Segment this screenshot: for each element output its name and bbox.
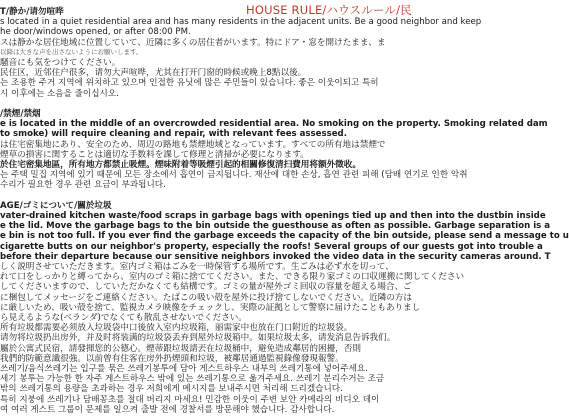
- rule-text-line: しく説明させていただきます。室内ゴミ箱はごみを一時保管する場所です。生ごみは必ず水を切って、: [0, 262, 394, 272]
- rule-text-line: vater-drained kitchen waste/food scraps in garbage bags with openings tied up and then into the dustbin inside: [0, 211, 546, 221]
- rule-text-line: 请勿将垃圾扔出房外，并及时将装满的垃圾袋丢弃到屋外垃圾箱中。如果垃圾太多，请发消息告诉我们。: [0, 333, 396, 344]
- rule-text-line: cigarette butts on our neighbor's property, especially the roofs! Several groups of our guests got into trouble a: [0, 241, 543, 252]
- rule-text-line: に厳しいため、吸い殻を捨て、監視カメラ映像をチェックし、実際の証拠として警察に届けたこともありまし: [0, 302, 421, 313]
- rule-text-line: 밖의 쓰레기통의 용량을 초과하는 경우 저희에게 메시지를 보내주시면 처리해 드리겠습니다.: [0, 384, 343, 395]
- rule-text-line: 煙草の損害に関することは適切な手数料を課して修理と清掃が必要になります。: [0, 149, 309, 160]
- rule-text-line: e is located in the middle of an overcrowded residential area. No smoking on the property. Smoking related dam: [0, 119, 548, 130]
- rule-text-line: 는 조용한 주거 지역에 위치하고 있으며 인접한 유닛에 많은 주민들이 있습니다. 좋은 이웃이되고 특히: [0, 78, 379, 89]
- rule-text-line: s located in a quiet residential area and has many residents in the adjacent units. Be a good neighbor and keep: [0, 17, 482, 28]
- page-title: HOUSE RULE/ハウスルール/民: [246, 3, 412, 17]
- rule-text-line: 특히 지붕에 쓰레기나 담배꽁초를 절대 버리지 마세요! 민감한 이웃이 주변 보안 카메라의 비디오 데이: [0, 394, 380, 405]
- section-heading: AGE/ゴミについて/關於垃圾: [0, 200, 112, 211]
- rule-text-line: 所有垃圾都需要必须放入垃圾袋中口後放入室内垃圾箱，丽需家中也放在门口附近的垃圾袋。: [0, 323, 353, 334]
- rule-text-line: してくださいますので、していただかなくても結構です。ゴミの量が屋外ゴミ回収の容量を超える場合、ご: [0, 282, 412, 293]
- rule-text-line: 騒音にも気をつけてください。: [0, 58, 121, 68]
- rule-text-line: 쓰레기/음식쓰레기는 입구를 묶은 쓰레기봉투에 담아 게스트하우스 내부의 쓰레기통에 넣어주세요.: [0, 364, 368, 374]
- rule-text-line: e bin is not too full. If you ever find the garbage exceeds the capacity of the bin outside, please send a message to u: [0, 231, 569, 242]
- rule-text-line: before their departure because our sensitive neighbors invoked the video data in the security cameras around. T: [0, 251, 551, 262]
- section-heading: T/静か/请勿喧哗: [0, 7, 64, 17]
- rule-text-line: れて口をしっかりと縛ってから、室内のゴミ箱に捨ててください。また、できる限り家ゴミの口収運搬に関してください: [0, 272, 465, 283]
- rule-text-line: 屬於公寓式民宿，請發揮您的公德心。煙蒂跟垃圾請丟在垃圾桶中，避免造成鄰居的困擾，否則: [0, 343, 361, 354]
- section-heading: /禁煙/禁烟: [0, 109, 41, 119]
- rule-text-line: スは静かな居住地域に位置していて、近隣に多くの居住者がいます。特にドア・窓を開けたまま、ま: [0, 37, 386, 48]
- rule-text-line: 於住宅密集地區，所有地方都禁止吸煙。煙味附着等吸煙引起的相關修復清扫費用将额外徵收。: [0, 160, 361, 170]
- rule-text-line: 세기 봉투는 가능한 한 자주 게스트하우스 밖에 있는 쓰레기통으로 옮겨주세요. 쓰레기 분리수거는 조금: [0, 374, 385, 385]
- rule-text-line: 여 여러 게스트 그룹이 문제를 일으켜 출발 전에 경찰서를 방문해야 했습니다. 감사합니다.: [0, 404, 335, 415]
- rule-text-line: 시 이후에는 소음을 줄이십시오.: [0, 88, 119, 99]
- rule-text-line: 我們的防範意識很強。以前曾有住客在房外扔煙頭和垃圾，被鄰居通過監視錄像發現報警。: [0, 353, 344, 364]
- rule-text-line: e the lid. Move the garbage bags to the bin outside the guesthouse as often as possible. Garbage separation is a: [0, 221, 551, 232]
- rule-text-line: に梱包してメッセージをご連絡ください。たばこの吸い殻を屋外に投げ捨てしないでください。近隣の方は: [0, 292, 412, 303]
- rule-text-line: は住宅密集地にあり、安全のため、周辺の路地も禁煙地域となっています。すべての所有地は禁煙で: [0, 139, 386, 150]
- rule-text-line: ら見えるような(ベランダ)でなくても散乱させないでください。: [0, 313, 247, 323]
- rule-text-line: he door/windows opened, or after 08:00 PM.: [0, 27, 191, 38]
- rule-text-line: 수리가 필요한 경우 관련 요금이 부과됩니다.: [0, 180, 166, 191]
- rule-text-line: 以降は大きな声を出さないようにお願いします。: [0, 47, 143, 56]
- rule-text-line: to smoke) will require cleaning and repair, with relevant fees assessed.: [0, 129, 347, 140]
- rule-text-line: 民住区，近邻住户很多，请勿大声喧哗，尤其在打开门窗的時候或晚上8點以後。: [0, 68, 307, 79]
- rule-text-line: 는 주택 밀집 지역에 있기 때문에 모든 장소에서 흡연이 금지됩니다. 재산에 대한 손상, 흡연 관련 피해 (담배 연기로 인한 악취: [0, 170, 468, 181]
